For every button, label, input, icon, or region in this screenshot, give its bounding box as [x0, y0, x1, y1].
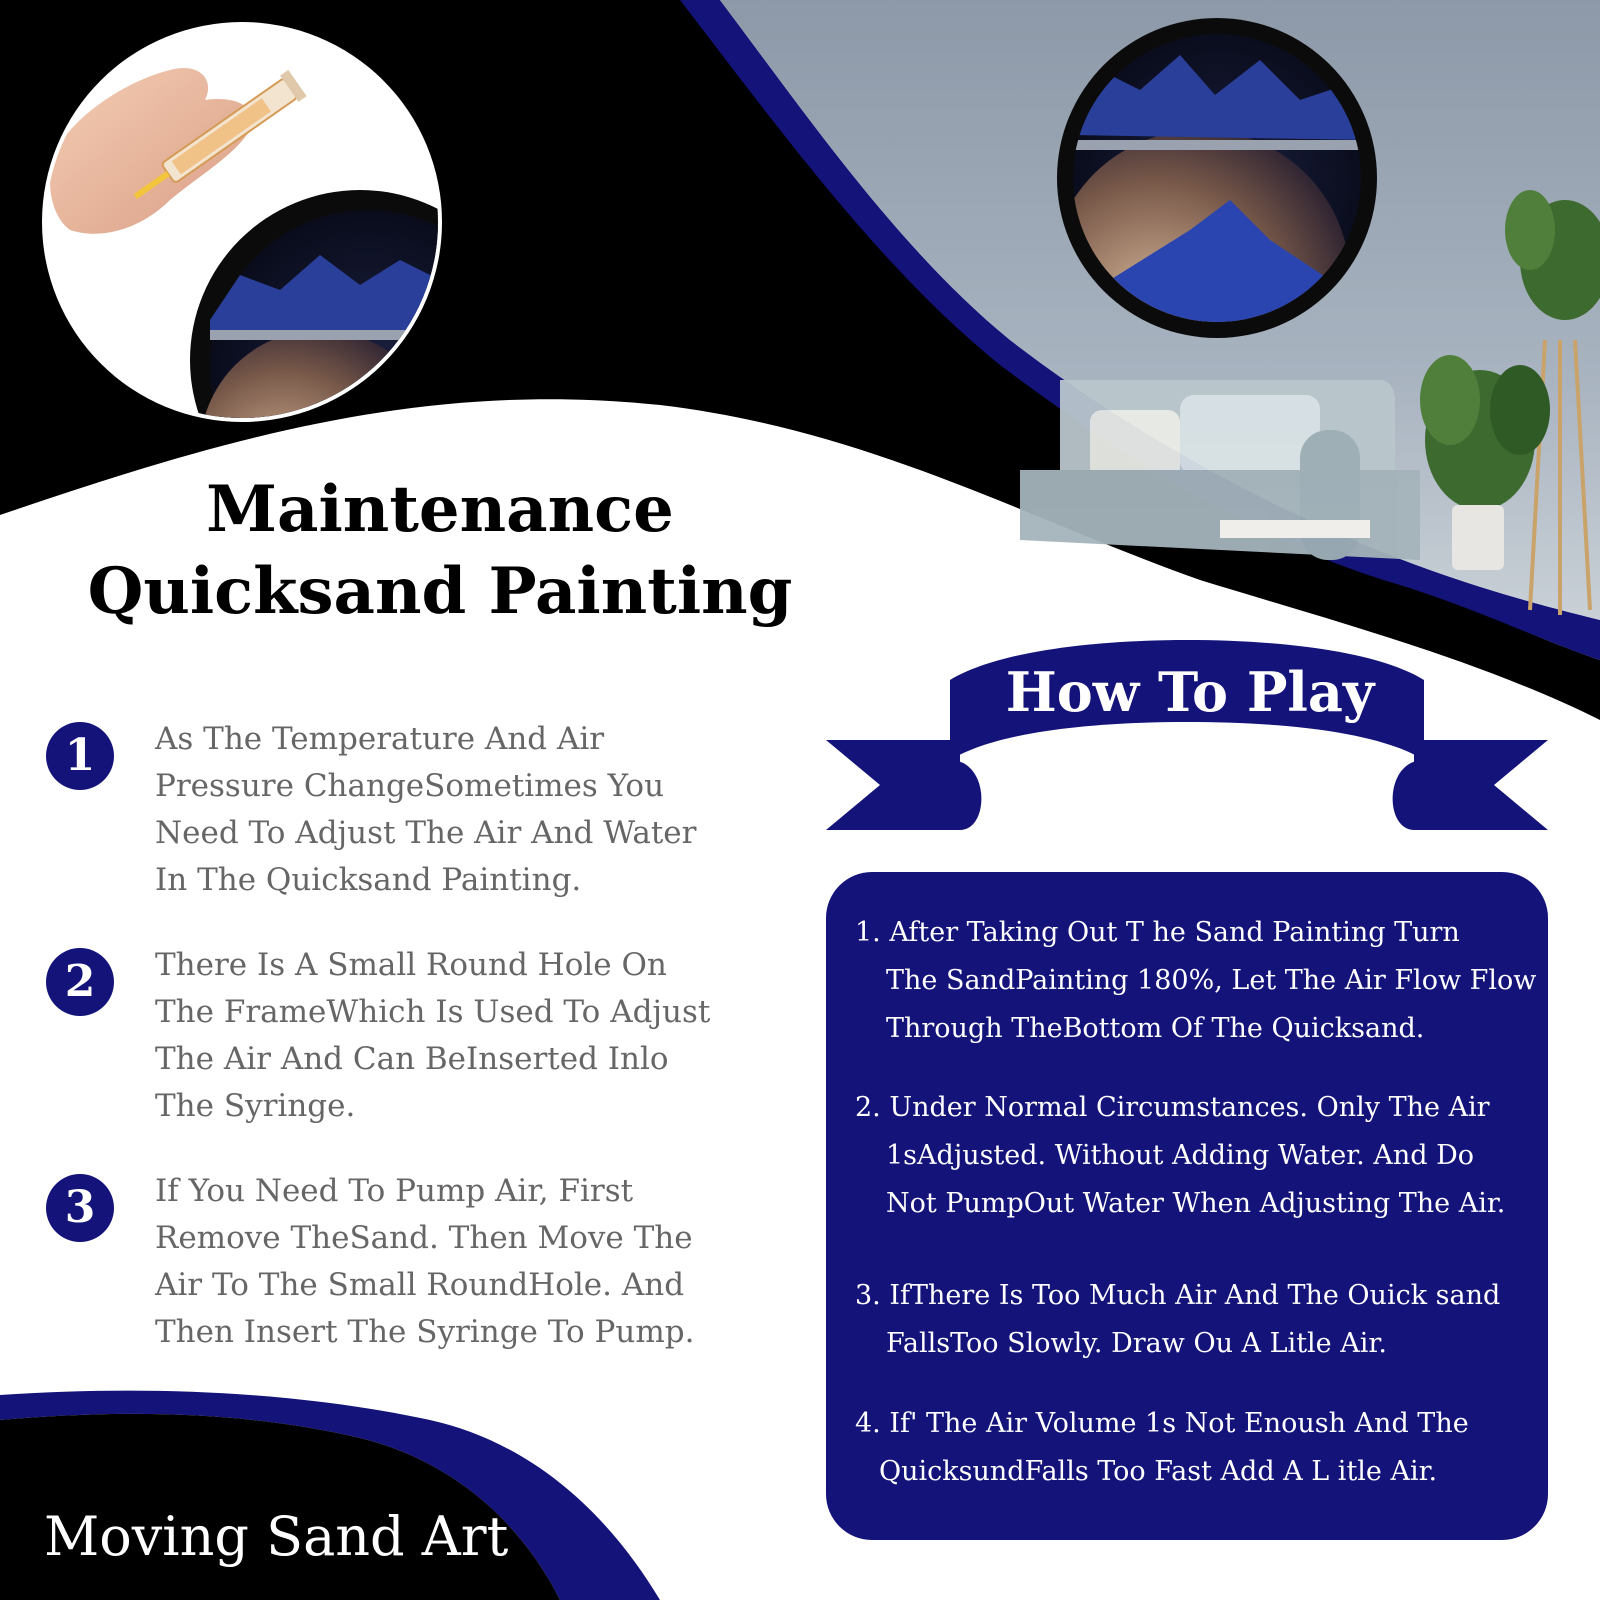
step-3-line: If You Need To Pump Air, First [155, 1173, 634, 1209]
page-title-line1: Maintenance [206, 472, 674, 547]
step-3-line: Air To The Small RoundHole. And [155, 1267, 685, 1303]
play-item-2-line: Not PumpOut Water When Adjusting The Air. [886, 1188, 1506, 1219]
step-3-line: Remove TheSand. Then Move The [155, 1220, 693, 1256]
step-1-line: Pressure ChangeSometimes You [155, 768, 665, 804]
step-2-line: The Air And Can BeInserted Inlo [155, 1041, 669, 1077]
step-2-line: The Syringe. [155, 1088, 356, 1124]
how-to-play-title: How To Play [1005, 660, 1375, 724]
step-3-line: Then Insert The Syringe To Pump. [155, 1314, 695, 1350]
side-table [1220, 520, 1370, 538]
play-item-3-line: FallsToo Slowly. Draw Ou A Litle Air. [886, 1328, 1387, 1359]
brand-footer: Moving Sand Art [44, 1505, 509, 1568]
step-1-line: In The Quicksand Painting. [155, 862, 582, 898]
step-1-line: As The Temperature And Air [155, 721, 605, 757]
play-item-1-line: The SandPainting 180%, Let The Air Flow Flow [886, 965, 1537, 996]
play-item-2-line: 1sAdjusted. Without Adding Water. And Do [886, 1140, 1474, 1171]
step-1-badge: 1 [46, 722, 114, 790]
step-1-line: Need To Adjust The Air And Water [155, 815, 697, 851]
step-2-line: The FrameWhich Is Used To Adjust [155, 994, 711, 1030]
play-item-1-line: Through TheBottom Of The Quicksand. [886, 1013, 1425, 1044]
play-item-4-line: QuicksundFalls Too Fast Add A L itle Air. [879, 1456, 1438, 1487]
step-2-line: There Is A Small Round Hole On [155, 947, 667, 983]
page-title-line2: Quicksand Painting [87, 554, 793, 629]
play-item-2-line: 2. Under Normal Circumstances. Only The Air [855, 1092, 1490, 1123]
play-item-3-line: 3. IfThere Is Too Much Air And The Ouick sand [855, 1280, 1501, 1311]
step-3-badge: 3 [46, 1174, 114, 1242]
play-item-4-line: 4. If' The Air Volume 1s Not Enoush And The [855, 1408, 1469, 1439]
plant-pot [1452, 505, 1504, 570]
play-item-1-line: 1. After Taking Out T he Sand Painting Turn [855, 917, 1460, 948]
step-2-badge: 2 [46, 948, 114, 1016]
